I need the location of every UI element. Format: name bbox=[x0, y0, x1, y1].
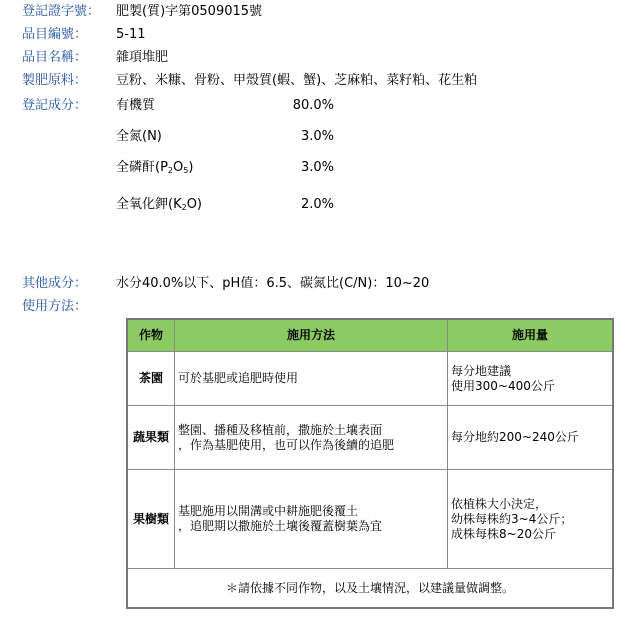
item-number-value: 5-11 bbox=[116, 27, 146, 42]
header-crop: 作物 bbox=[127, 319, 175, 352]
table-row bbox=[127, 406, 613, 470]
amount-cell: 依植株大小決定， 幼株每株約3~4公斤； 成株每株8~20公斤 bbox=[448, 470, 614, 569]
item-number-label: 品目編號： bbox=[22, 27, 88, 42]
crop-cell: 茶園 bbox=[127, 352, 175, 406]
components-label: 登記成分： bbox=[22, 98, 88, 113]
item-name-label: 品目名稱： bbox=[22, 50, 88, 65]
component-value: 3.0% bbox=[300, 129, 334, 144]
amount-cell: 每分地約200~240公斤 bbox=[448, 406, 614, 470]
other-components-label: 其他成分： bbox=[22, 276, 88, 291]
usage-table bbox=[126, 318, 614, 609]
component-value: 2.0% bbox=[300, 197, 334, 212]
item-name-value: 雜項堆肥 bbox=[116, 50, 169, 65]
method-cell: 可於基肥或追肥時使用 bbox=[175, 352, 448, 406]
component-name: 全磷酐$(P_2O_5)$ bbox=[116, 160, 194, 175]
header-method: 施用方法 bbox=[175, 319, 448, 352]
usage-note: ＊請依據不同作物，以及土壤情況，以建議量做調整。 bbox=[127, 569, 613, 609]
component-name: 全氮(N) bbox=[116, 129, 162, 144]
amount-cell: 每分地建議 使用300~400公斤 bbox=[448, 352, 614, 406]
table-row bbox=[127, 470, 613, 569]
materials-value: 豆粉、米糠、骨粉、甲殼質(蝦、蟹)、芝麻粕、菜籽粕、花生粕 bbox=[116, 73, 478, 88]
component-name: 全氧化鉀$(K_2O)$ bbox=[116, 197, 203, 212]
header-amount: 施用量 bbox=[448, 319, 614, 352]
usage-label: 使用方法： bbox=[22, 299, 88, 314]
method-cell: 基肥施用以開溝或中耕施肥後覆土 ，追肥期以撒施於土壤後覆蓋樹葉為宜 bbox=[175, 470, 448, 569]
materials-label: 製肥原料： bbox=[22, 73, 88, 88]
component-name: 有機質 bbox=[116, 98, 156, 113]
usage-table-header bbox=[127, 319, 613, 352]
crop-cell: 果樹類 bbox=[127, 470, 175, 569]
component-value: 80.0% bbox=[292, 98, 334, 113]
component-value: 3.0% bbox=[300, 160, 334, 175]
table-row bbox=[127, 352, 613, 406]
registration-number-label: 登記證字號： bbox=[22, 4, 101, 19]
method-cell: 整園、播種及移植前，撒施於土壤表面 ，作為基肥使用，也可以作為後續的追肥 bbox=[175, 406, 448, 470]
table-note-row bbox=[127, 569, 613, 609]
crop-cell: 蔬果類 bbox=[127, 406, 175, 470]
registration-number-value: 肥製(質)字第0509015號 bbox=[116, 4, 263, 19]
other-components-value: 水分40.0%以下、pH值：6.5、碳氮比(C/N)：10~20 bbox=[116, 276, 430, 291]
